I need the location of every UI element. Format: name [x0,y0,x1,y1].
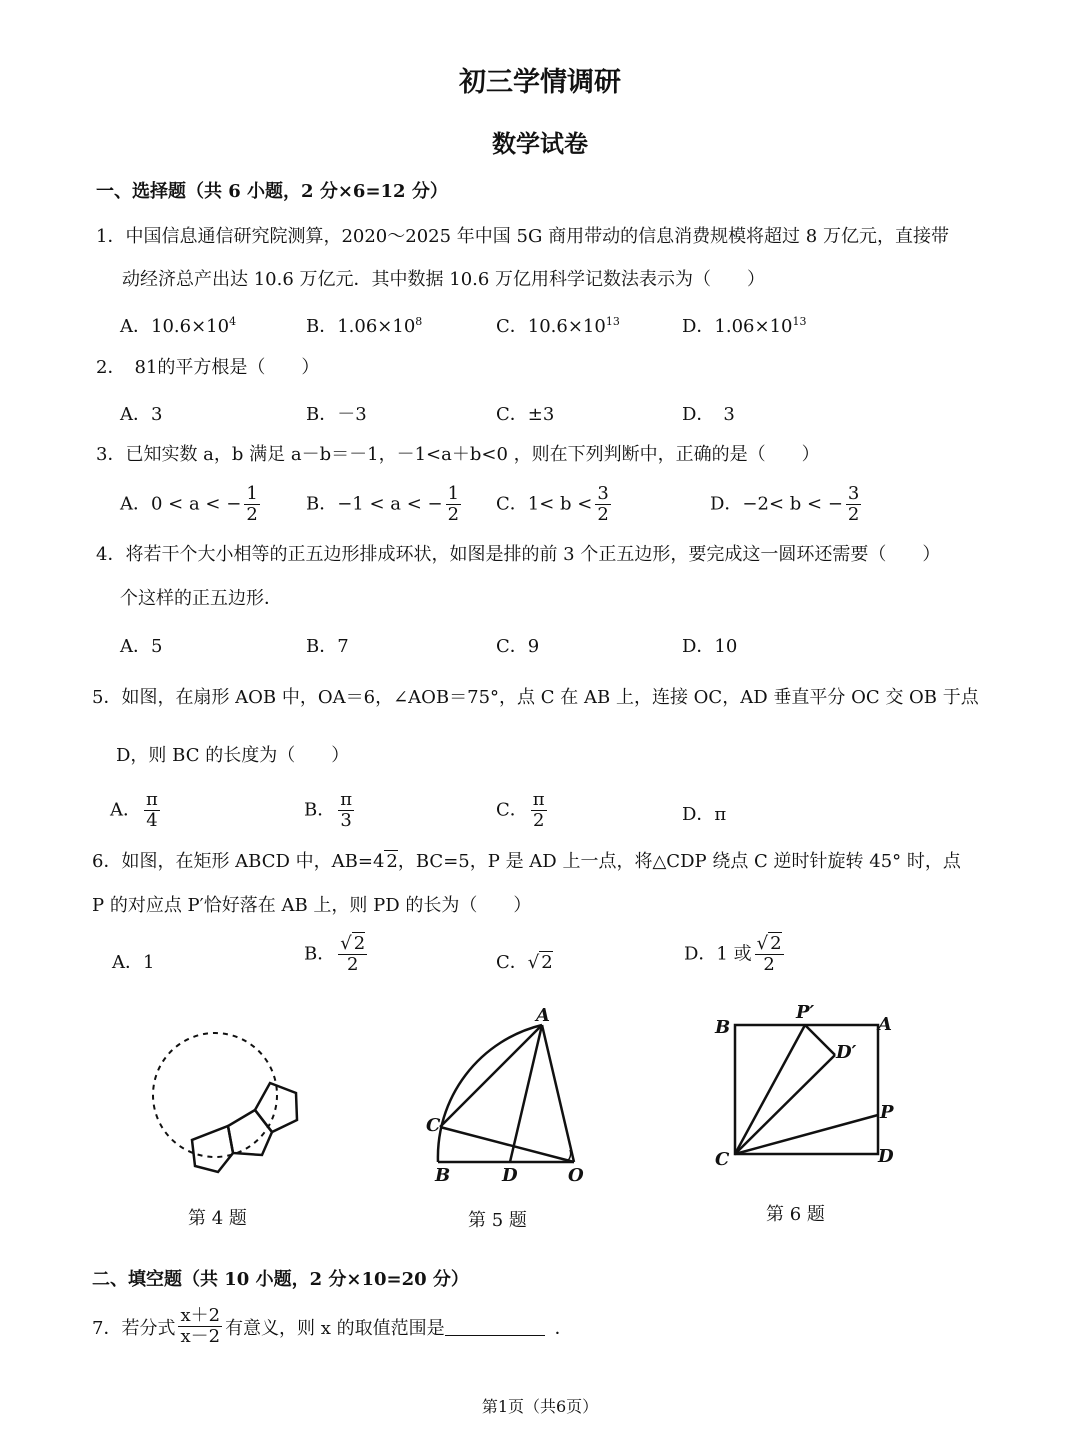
label-c: C [426,1115,441,1136]
question-2-option-d: D． 3 [682,404,735,425]
question-6-option-a: A．1 [112,952,155,973]
question-5-option-d: D．π [682,804,727,825]
figure-5-caption: 第 5 题 [468,1210,527,1231]
pentagon-2 [228,1110,272,1155]
figure-6-caption: 第 6 题 [766,1204,825,1225]
question-1-option-d: D．$1.06\times 10^{13}$ [682,315,807,337]
dashed-circle [153,1033,277,1157]
question-2-option-a: A．3 [120,404,163,425]
figure-4-caption: 第 4 题 [188,1208,247,1229]
label-d-prime: D′ [836,1042,857,1063]
question-1-option-b: B．$1.06\times 10^8$ [306,315,423,337]
question-3-option-b: B．−1 < a < − $\frac{1}{2}$ [306,483,460,525]
question-3-option-d: D．−2< b < − $\frac{3}{2}$ [710,483,860,525]
page-subtitle: 数学试卷 [492,129,588,158]
question-1-option-a: A．$10.6\times 10^4$ [120,315,237,337]
question-6-line-1: 6．如图，在矩形 ABCD 中，AB=4 2，BC=5，P 是 AD 上一点，将△CDP 绕点 C 逆时针旋转 45° 时，点 [92,851,961,872]
question-4-option-c: C．9 [496,636,540,657]
segment-ad [510,1025,542,1162]
label-o: O [568,1165,584,1185]
figure-5-sector [420,1005,590,1185]
section-heading-fill: 二、填空题（共 10 小题，2 分×10=20 分） [92,1269,469,1290]
question-4-option-a: A．5 [120,636,163,657]
question-1-line-2: 动经济总产出达 10.6 万亿元．其中数据 10.6 万亿用科学记数法表示为（ ） [122,269,766,290]
segment-p-prime-d-prime [805,1025,835,1055]
question-6-option-d: D．1 或 $\frac{√ 2}{2}$ [684,933,782,975]
question-6-line-2: P 的对应点 P′恰好落在 AB 上，则 PD 的长为（ ） [92,895,532,916]
question-3-option-c: C．1< b < $\frac{3}{2}$ [496,483,609,525]
page-title: 初三学情调研 [459,67,621,98]
label-p: P [880,1102,894,1123]
label-b: B [715,1017,731,1038]
question-4-line-1: 4．将若干个大小相等的正五边形排成环状，如图是排的前 3 个正五边形，要完成这一圆环还需要（ ） [96,544,941,565]
question-3-stem: 3．已知实数 a，b 满足 a－b＝－1，－1<a＋b<0 ，则在下列判断中，正确的是（ ） [96,444,820,465]
label-d: D [878,1146,894,1167]
question-6-option-b: B． $\frac{√ 2}{2}$ [304,933,366,975]
question-5-option-b: B． $\frac{\pi}{3}$ [304,789,353,831]
question-4-option-b: B．7 [306,636,349,657]
figure-6-rectangle [710,1000,910,1175]
question-1-option-c: C．$10.6\times 10^{13}$ [496,315,620,337]
question-2-option-b: B．－3 [306,404,367,425]
question-6-option-c: C．√ 2 [496,952,553,973]
question-5-line-1: 5．如图，在扇形 AOB 中，OA＝6，∠AOB＝75°，点 C 在 AB 上，连接 OC，AD 垂直平分 OC 交 OB 于点 [92,687,979,708]
label-d: D [502,1165,518,1185]
section-heading-choice: 一、选择题（共 6 小题，2 分×6=12 分） [96,181,448,202]
question-5-option-a: A． $\frac{\pi}{4}$ [110,789,158,831]
question-7: 7．若分式 $\frac{x+2}{x-2}$ 有意义，则 x 的取值范围是 ． [92,1305,573,1347]
question-5-line-2: D，则 BC 的长度为（ ） [116,745,350,766]
question-4-line-2: 个这样的正五边形． [120,588,282,609]
segment-cp-prime [735,1025,805,1154]
question-1-line-1: 1．中国信息通信研究院测算，2020～2025 年中国 5G 商用带动的信息消费规模将超过 8 万亿元，直接带 [96,226,949,247]
pentagon-3 [192,1126,233,1172]
question-3-option-a: A．0 < a < − $\frac{1}{2}$ [120,483,258,525]
label-p-prime: P′ [796,1002,815,1023]
segment-ac [440,1025,542,1127]
question-2-stem: 2． 81的平方根是（ ） [96,357,320,378]
page-footer: 第1页（共6页） [481,1397,599,1416]
label-b: B [435,1165,451,1185]
label-a: A [536,1005,550,1026]
segment-oc [440,1127,574,1162]
question-2-option-c: C．±3 [496,404,555,425]
label-c: C [715,1149,730,1170]
question-4-option-d: D．10 [682,636,738,657]
question-5-option-c: C． $\frac{\pi}{2}$ [496,789,545,831]
figure-4-pentagon-ring [140,1010,320,1180]
segment-oa [542,1025,574,1162]
answer-blank[interactable] [445,1317,545,1336]
label-a: A [878,1014,892,1035]
